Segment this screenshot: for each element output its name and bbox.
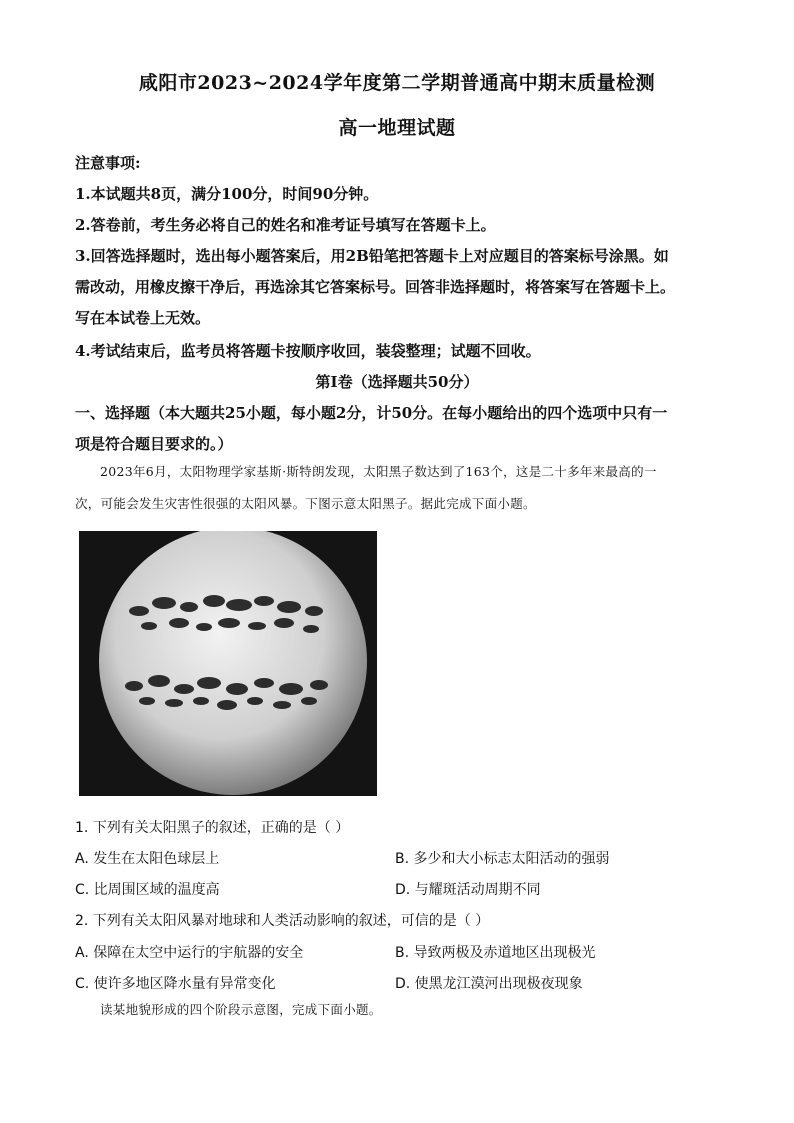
section-heading: 项是符合题目要求的。） xyxy=(75,435,233,453)
question-option: D. 与耀斑活动周期不同 xyxy=(395,882,541,898)
question-stem: 2. 下列有关太阳风暴对地球和人类活动影响的叙述，可信的是（ ） xyxy=(75,913,490,929)
notice-item: 写在本试卷上无效。 xyxy=(75,309,211,327)
question-option: B. 导致两极及赤道地区出现极光 xyxy=(395,945,596,961)
question-stem: 1. 下列有关太阳黑子的叙述，正确的是（ ） xyxy=(75,820,350,836)
notice-item: 3.回答选择题时，选出每小题答案后，用2B铅笔把答题卡上对应题目的答案标号涂黑。如 xyxy=(75,247,669,265)
question-option: C. 比周围区域的温度高 xyxy=(75,882,220,898)
exam-subtitle: 高一地理试题 xyxy=(338,117,456,139)
passage-line: 2023年6月，太阳物理学家基斯·斯特朗发现，太阳黑子数达到了163个，这是二十多年来最高的一 xyxy=(100,464,657,479)
sun-sphere-drawing xyxy=(79,531,377,796)
question-option: C. 使许多地区降水量有异常变化 xyxy=(75,976,276,992)
notice-item: 需改动，用橡皮擦干净后，再选涂其它答案标号。回答非选择题时，将答案写在答题卡上。 xyxy=(75,278,676,296)
question-option: B. 多少和大小标志太阳活动的强弱 xyxy=(395,851,610,867)
question-option: A. 保障在太空中运行的宇航器的安全 xyxy=(75,945,304,961)
notice-item: 4.考试结束后，监考员将答题卡按顺序收回，装袋整理；试题不回收。 xyxy=(75,342,541,360)
question-option: D. 使黑龙江漠河出现极夜现象 xyxy=(395,976,583,992)
footer-note: 读某地貌形成的四个阶段示意图，完成下面小题。 xyxy=(100,1002,382,1017)
notice-heading: 注意事项: xyxy=(75,154,141,172)
section-title: 第Ⅰ卷（选择题共50分） xyxy=(315,373,479,391)
passage-line: 次，可能会发生灾害性很强的太阳风暴。下图示意太阳黑子。据此完成下面小题。 xyxy=(75,496,536,511)
exam-title: 咸阳市2023~2024学年度第二学期普通高中期末质量检测 xyxy=(138,72,656,94)
notice-item: 1.本试题共8页，满分100分，时间90分钟。 xyxy=(75,185,379,203)
sunspot-image xyxy=(79,531,377,796)
question-option: A. 发生在太阳色球层上 xyxy=(75,851,220,867)
section-heading: 一、选择题（本大题共25小题，每小题2分，计50分。在每小题给出的四个选项中只有一 xyxy=(75,404,668,422)
notice-item: 2.答卷前，考生务必将自己的姓名和准考证号填写在答题卡上。 xyxy=(75,216,496,234)
